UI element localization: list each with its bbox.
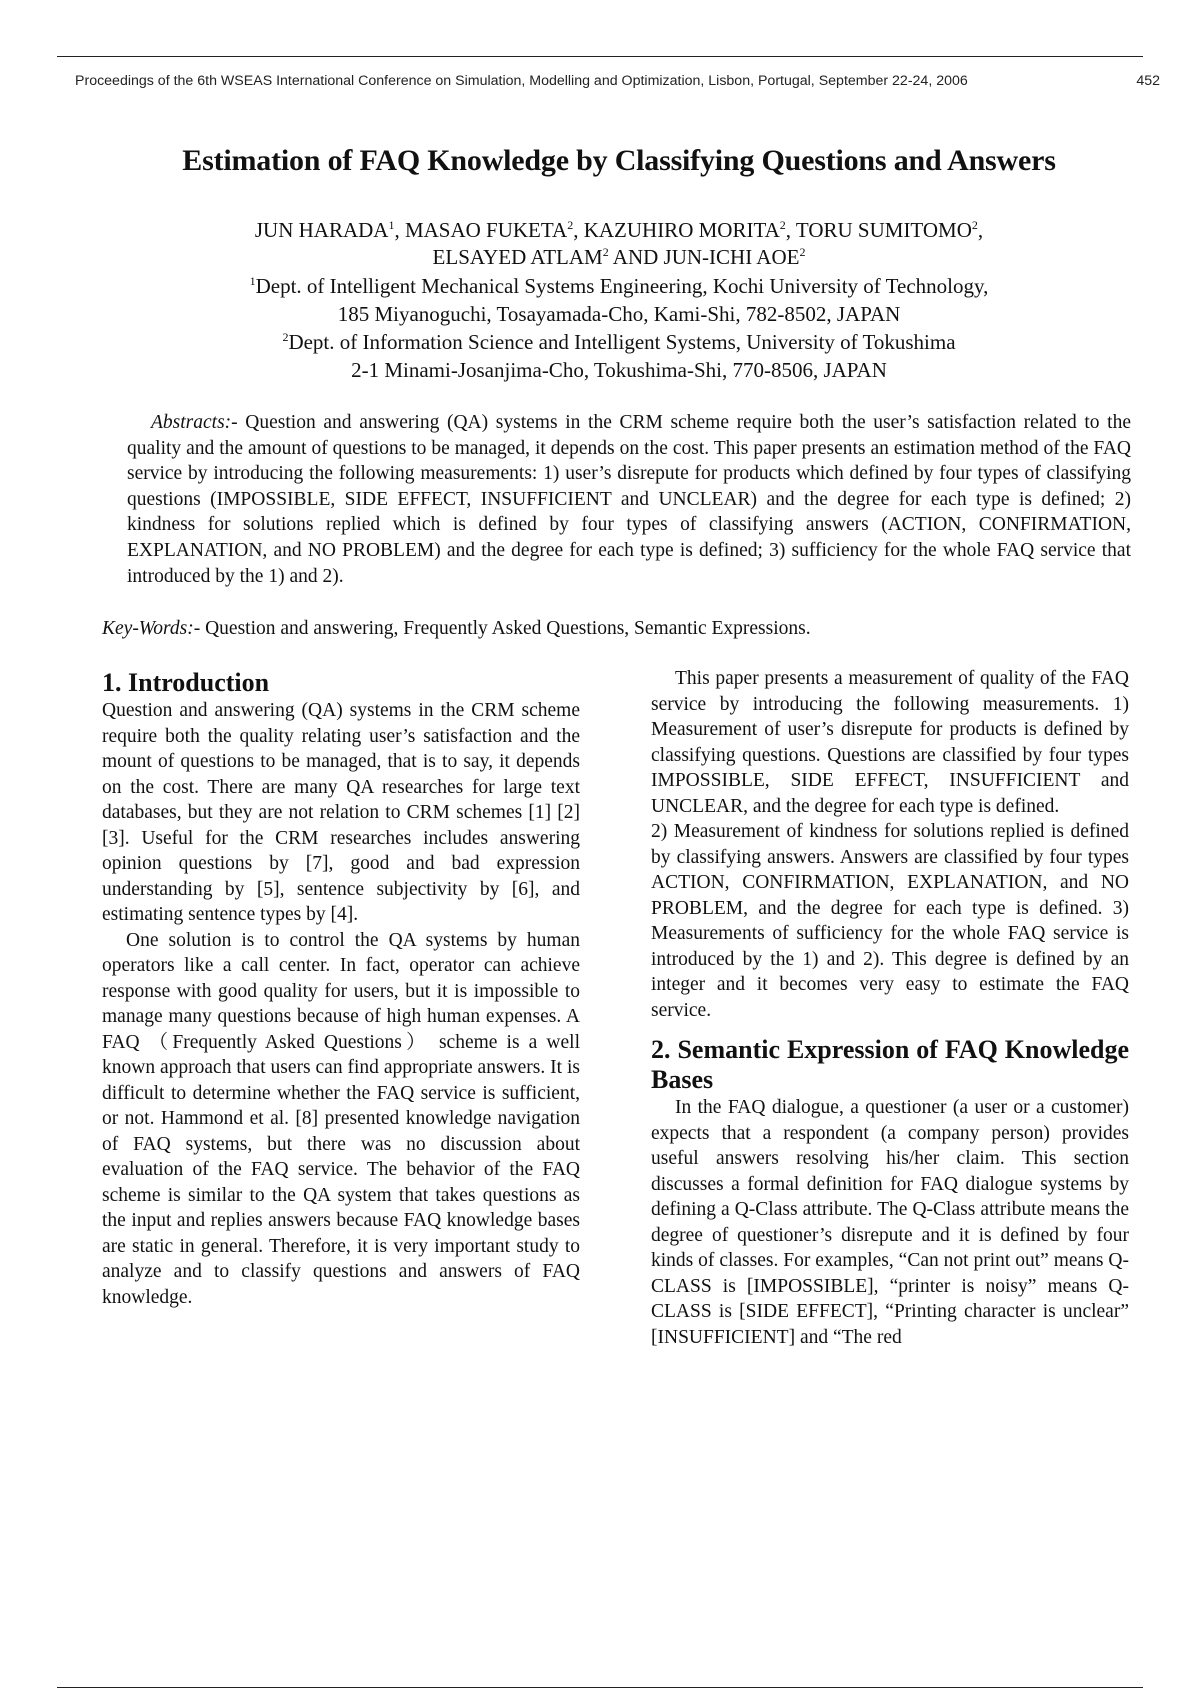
author-name: JUN HARADA [254, 218, 389, 242]
affiliation-mark: 2 [282, 330, 289, 344]
abstract [127, 410, 1131, 589]
running-header [75, 73, 1160, 89]
author-line-1 [0, 218, 1200, 243]
abstract-label: Abstracts:- [151, 412, 238, 433]
keywords [102, 618, 1142, 640]
paragraph: In the FAQ dialogue, a questioner (a user or a customer) expects that a respondent (a company person) provides useful answers resolving his/her claim. This section discusses a formal definition for FAQ dialogue systems by defining a Q-Class attribute. The Q-Class attribute means the degree of questioner’s disrepute and it is defined by four kinds of classes. For examples, “Can not print out” means Q-CLASS is [IMPOSSIBLE], “printer is noisy” means Q-CLASS is [SIDE EFFECT], “Printing character is unclear” [INSUFFICIENT] and “The red [651, 1097, 1129, 1348]
paragraph: One solution is to control the QA systems by human operators like a call center. In fact, operator can achieve response with good quality for users, but it is impossible to manage many questions because of high human expenses. A FAQ （Frequently Asked Questions） scheme is a well known approach that users can find appropriate answers. It is difficult to determine whether the FAQ service is sufficient, or not. Hammond et al. [8] presented knowledge navigation of FAQ systems, but there was no discussion about evaluation of the FAQ service. The behavior of the FAQ scheme is similar to the QA system that takes questions as the input and replies answers because FAQ knowledge bases are static in general. Therefore, it is very important study to analyze and to classify questions and answers of FAQ knowledge. [102, 929, 580, 1308]
section-heading: 2. Semantic Expression of FAQ Knowledge Bases [651, 1035, 1129, 1094]
paragraph: Question and answering (QA) systems in the CRM scheme require both the quality relating user’s satisfaction and the mount of questions to be managed, that is to say, it depends on the cost. There are many QA researches for large text databases, but they are not relation to CRM schemes [1] [2] [3]. Useful for the CRM researches includes answering opinion questions by [7], good and bad expression understanding by [5], sentence subjectivity by [6], and estimating sentence types by [4]. [102, 700, 580, 925]
affiliation-mark: 2 [567, 218, 574, 232]
affiliation-1 [0, 274, 1200, 299]
keywords-text: Question and answering, Frequently Asked Questions, Semantic Expressions. [200, 618, 811, 639]
keywords-label: Key-Words:- [102, 618, 201, 639]
affiliation-text: Dept. of Intelligent Mechanical Systems Engineering, Kochi University of Technology, [255, 274, 989, 298]
left-column [102, 668, 580, 1310]
affiliation-1-address: 185 Miyanoguchi, Tosayamada-Cho, Kami-Shi, 782-8502, JAPAN [337, 302, 901, 326]
affiliation-mark: 2 [799, 245, 806, 259]
affiliation-2 [0, 330, 1200, 355]
affiliation-mark: 1 [388, 218, 395, 232]
abstract-text: Question and answering (QA) systems in the CRM scheme require both the user’s satisfaction related to the quality and the amount of questions to be managed, it depends on the cost. This paper presents an estimation method of the FAQ service by introducing the following measurements: 1) user’s disrepute for products which defined by four types of classifying questions (IMPOSSIBLE, SIDE EFFECT, INSUFFICIENT and UNCLEAR) and the degree for each type is defined; 2) kindness for solutions replied which is defined by four types of classifying answers (ACTION, CONFIRMATION, EXPLANATION, and NO PROBLEM) and the degree for each type is defined; 3) sufficiency for the whole FAQ service that introduced by the 1) and 2). [127, 412, 1131, 587]
author-name: ELSAYED ATLAM [432, 245, 603, 269]
affiliation-2-address: 2-1 Minami-Josanjima-Cho, Tokushima-Shi, 770-8506, JAPAN [351, 358, 887, 382]
affiliation-mark: 2 [971, 218, 978, 232]
affiliation-mark: 2 [602, 245, 609, 259]
header-rule [57, 56, 1143, 57]
paper-title: Estimation of FAQ Knowledge by Classifying Questions and Answers [182, 144, 1056, 177]
affiliation-mark: 1 [249, 274, 256, 288]
footer-rule [57, 1687, 1143, 1688]
affiliation-text: Dept. of Information Science and Intelligent Systems, University of Tokushima [288, 330, 956, 354]
affiliation-mark: 2 [779, 218, 786, 232]
author-name: AND JUN-ICHI AOE [608, 245, 800, 269]
right-column [651, 666, 1129, 1350]
paragraph: This paper presents a measurement of quality of the FAQ service by introducing the following measurements. 1) Measurement of user’s disrepute for products is defined by classifying questions. Questions are classified by four types IMPOSSIBLE, SIDE EFFECT, INSUFFICIENT and UNCLEAR, and the degree for each type is defined. [651, 668, 1129, 817]
section-heading: 1. Introduction [102, 668, 270, 697]
author-name: , MASAO FUKETA [394, 218, 568, 242]
proceedings-line: Proceedings of the 6th WSEAS International Conference on Simulation, Modelling and Optimization, Lisbon, Portugal, September 22-24, 2006 [75, 73, 968, 89]
page-number: 452 [1136, 73, 1160, 89]
author-name: , KAZUHIRO MORITA [573, 218, 780, 242]
author-name: , TORU SUMITOMO [785, 218, 972, 242]
paragraph: 2) Measurement of kindness for solutions replied is defined by classifying answers. Answers are classified by four types ACTION, CONFIRMATION, EXPLANATION, and NO PROBLEM, and the degree for each type is defined. 3) Measurements of sufficiency for the whole FAQ service is introduced by the 1) and 2). This degree is defined by an integer and it becomes very easy to estimate the FAQ service. [651, 821, 1129, 1021]
author-line-2 [0, 245, 1200, 270]
author-separator: , [977, 218, 984, 242]
